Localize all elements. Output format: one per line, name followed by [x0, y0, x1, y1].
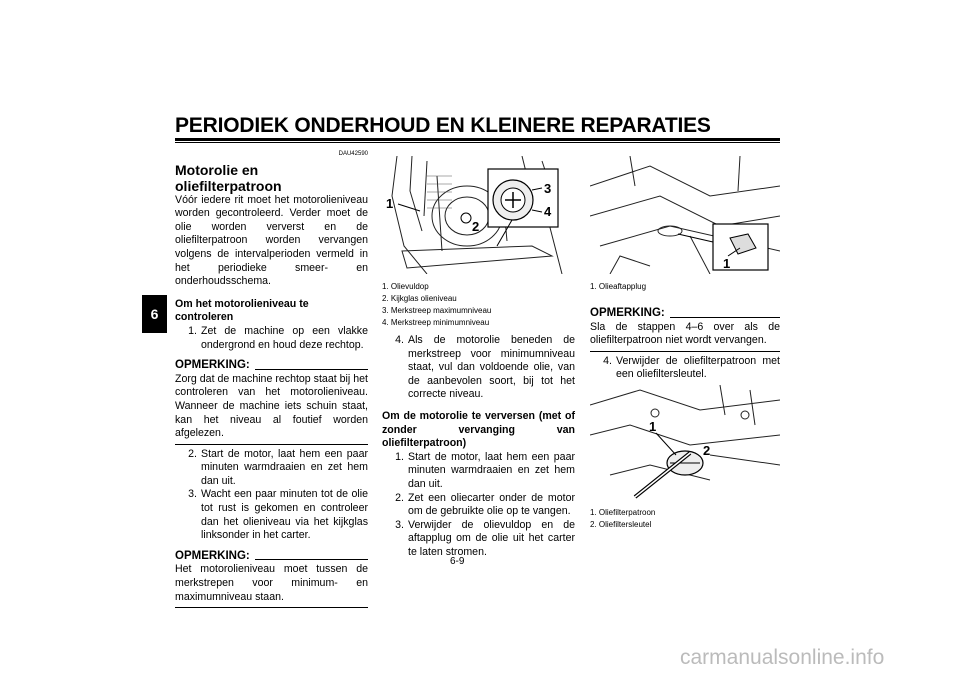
step-text: Start de motor, laat hem een paar minuten warmdraaien en zet hem dan uit.: [201, 447, 368, 487]
step-text: Als de motorolie beneden de merkstreep voor minimumniveau staat, vul dan voldoende olie, van de aanbevolen soort, bij tot het correcte niveau.: [408, 334, 575, 401]
note-label: OPMERKING:: [590, 307, 665, 319]
step-number: 4.: [603, 354, 612, 367]
figure-callout-label: 3: [544, 181, 552, 196]
note-heading: [175, 359, 368, 373]
step-text: Verwijder de oliefilterpatroon met een oliefiltersleutel.: [616, 354, 780, 381]
step-text: Wacht een paar minuten tot de olie tot rust is gekomen en controleer dan het olieniveau via het kijkglas linksonder in het carter.: [201, 488, 368, 542]
step-text: Zet de machine op een vlakke ondergrond en houd deze rechtop.: [201, 324, 368, 351]
figure-caption: 2. Kijkglas olieniveau: [382, 294, 457, 303]
divider: [175, 444, 368, 445]
list-item: [590, 355, 780, 382]
engine-oil-figure: [382, 156, 575, 274]
list-item: [382, 451, 575, 492]
figure-caption: 1. Olieaftapplug: [590, 282, 647, 291]
subheading-change-oil: Om de motorolie te verversen (met of zonder vervanging van oliefilterpatroon): [382, 409, 575, 450]
document-code: DAU42590: [338, 151, 368, 157]
figure-callout-label: 1: [386, 196, 394, 211]
column-2: [382, 281, 575, 560]
divider: [590, 351, 780, 352]
figure-caption: 4. Merkstreep minimumniveau: [382, 318, 490, 327]
watermark: carmanualsonline.info: [680, 646, 885, 669]
list-item: [382, 519, 575, 560]
header-rule-thin: [175, 142, 780, 143]
list-item: [175, 488, 368, 542]
step-text: Start de motor, laat hem een paar minuten warmdraaien en zet hem dan uit.: [408, 450, 575, 490]
figure-caption: 2. Oliefiltersleutel: [590, 520, 652, 529]
note-heading: [590, 307, 780, 321]
note-text: Sla de stappen 4–6 over als de oliefilterpatroon niet wordt vervangen.: [590, 320, 780, 347]
list-item: [175, 325, 368, 352]
figure-callout-label: 2: [703, 443, 711, 458]
list-item: [382, 334, 575, 402]
step-number: 1.: [188, 324, 197, 337]
oil-filter-figure: [590, 385, 780, 500]
column-1: [175, 148, 368, 608]
header-rule: [175, 138, 780, 141]
figure-caption: 3. Merkstreep maximumniveau: [382, 306, 492, 315]
figure-2-captions: [590, 507, 780, 531]
note-label: OPMERKING:: [175, 549, 250, 562]
figure-callout-label: 4: [544, 204, 552, 219]
figure-callout-label: 1: [723, 256, 731, 271]
page-title: PERIODIEK ONDERHOUD EN KLEINERE REPARATIES: [175, 114, 711, 137]
step-number: 2.: [395, 491, 404, 504]
note-text: Zorg dat de machine rechtop staat bij het controleren van het motorolieniveau. Wanneer de machine iets schuin staat, kan het niveau al foutief worden afgelezen.: [175, 372, 368, 440]
page-number: 6-9: [450, 556, 465, 567]
step-text: Verwijder de olievuldop en de aftapplug om de olie uit het carter te laten stromen.: [408, 518, 575, 558]
step-text: Zet een oliecarter onder de motor om de gebruikte olie op te vangen.: [408, 491, 575, 518]
figure-caption: 1. Olievuldop: [382, 282, 429, 291]
section-heading: Motorolie en oliefilterpatroon: [175, 161, 282, 194]
figure-callout-label: 2: [472, 219, 480, 234]
note-heading: [175, 550, 368, 564]
oil-drain-figure: [590, 156, 780, 274]
figure-callout-label: 1: [649, 419, 657, 434]
subheading-check-level: Om het motorolieniveau te controleren: [175, 297, 309, 324]
list-item: [175, 448, 368, 489]
list-item: [382, 492, 575, 519]
step-number: 1.: [395, 450, 404, 463]
step-number: 4.: [395, 334, 404, 346]
figure-caption: 1. Oliefilterpatroon: [590, 508, 656, 517]
step-number: 3.: [188, 488, 197, 501]
step-number: 3.: [395, 518, 404, 531]
chapter-tab: 6: [142, 295, 167, 333]
divider: [175, 607, 368, 608]
intro-paragraph: Vóór iedere rit moet het motorolieniveau worden gecontroleerd. Verder moet de olie worden ververst en de oliefilterpatroon worden vervangen volgens de intervalperioden vermeld in het periodieke smeer- en onderhoudsschema.: [175, 193, 368, 288]
step-number: 2.: [188, 447, 197, 460]
note-label: OPMERKING:: [175, 359, 250, 372]
note-text: Het motorolieniveau moet tussen de merkstrepen voor minimum- en maximumniveau staan.: [175, 563, 368, 603]
column-3: [590, 281, 780, 382]
